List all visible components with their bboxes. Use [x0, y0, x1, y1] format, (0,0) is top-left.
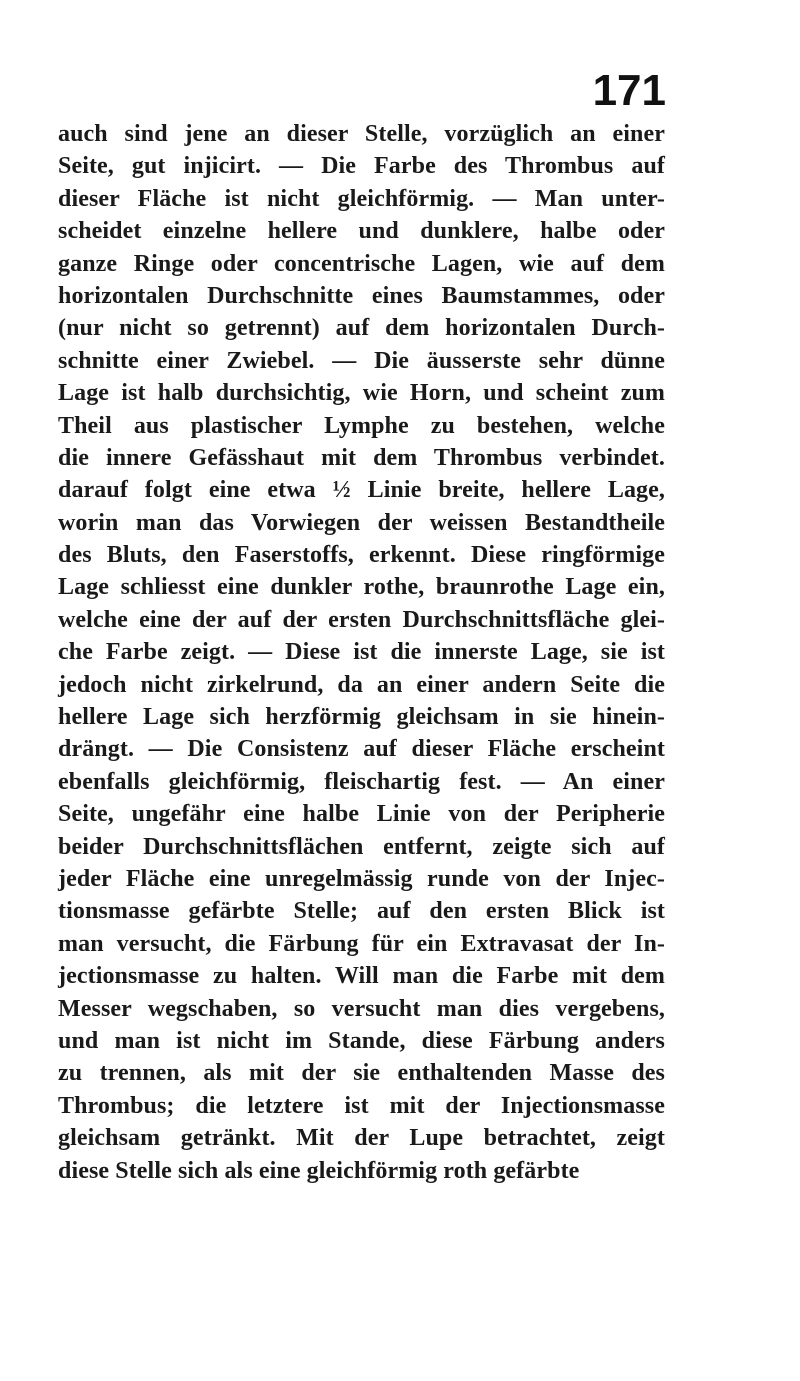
text-line: hellere Lage sich herzförmig gleichsam in sie hinein- — [58, 704, 665, 731]
text-line: ganze Ringe oder concentrische Lagen, wie auf dem — [58, 250, 665, 277]
text-line: man versucht, die Färbung für ein Extravasat der In- — [58, 930, 665, 957]
text-line: des Bluts, den Faserstoffs, erkennt. Diese ringförmige — [58, 542, 665, 569]
text-line: jedoch nicht zirkelrund, da an einer andern Seite die — [58, 671, 665, 698]
text-line: Theil aus plastischer Lymphe zu bestehen, welche — [58, 412, 665, 439]
page-number: 171 — [592, 66, 666, 115]
text-line: auch sind jene an dieser Stelle, vorzüglich an einer — [58, 121, 665, 147]
text-line: welche eine der auf der ersten Durchschnittsfläche glei- — [58, 606, 665, 633]
text-line: ebenfalls gleichförmig, fleischartig fest. — An einer — [58, 768, 665, 795]
text-line: Lage schliesst eine dunkler rothe, braunrothe Lage ein, — [58, 574, 665, 601]
text-line: die innere Gefässhaut mit dem Thrombus verbindet. — [58, 444, 665, 471]
text-line: che Farbe zeigt. — Diese ist die innerste Lage, sie ist — [58, 639, 665, 666]
text-line: Seite, gut injicirt. — Die Farbe des Thrombus auf — [58, 153, 665, 180]
text-line: jeder Fläche eine unregelmässig runde von der Injec- — [58, 865, 665, 892]
text-line: Seite, ungefähr eine halbe Linie von der Peripherie — [58, 801, 665, 828]
text-line: schnitte einer Zwiebel. — Die äusserste sehr dünne — [58, 347, 665, 374]
text-line: jectionsmasse zu halten. Will man die Farbe mit dem — [58, 963, 665, 990]
text-line: und man ist nicht im Stande, diese Färbung anders — [58, 1027, 665, 1054]
text-line: Thrombus; die letztere ist mit der Injectionsmasse — [58, 1092, 665, 1119]
body-text — [58, 118, 665, 1187]
text-line: worin man das Vorwiegen der weissen Bestandtheile — [58, 509, 665, 536]
text-line: darauf folgt eine etwa ½ Linie breite, hellere Lage, — [58, 477, 665, 504]
text-line: tionsmasse gefärbte Stelle; auf den ersten Blick ist — [58, 898, 665, 925]
text-line: (nur nicht so getrennt) auf dem horizontalen Durch- — [58, 315, 665, 342]
text-line: scheidet einzelne hellere und dunklere, halbe oder — [58, 218, 665, 245]
text-line: horizontalen Durchschnitte eines Baumstammes, oder — [58, 282, 665, 309]
text-line: gleichsam getränkt. Mit der Lupe betrachtet, zeigt — [58, 1125, 665, 1152]
text-line: dieser Fläche ist nicht gleichförmig. — Man unter- — [58, 185, 665, 212]
text-line: zu trennen, als mit der sie enthaltenden Masse des — [58, 1060, 665, 1087]
text-line: Messer wegschaben, so versucht man dies vergebens, — [58, 995, 665, 1022]
text-line: beider Durchschnittsflächen entfernt, zeigte sich auf — [58, 833, 665, 860]
text-line: Lage ist halb durchsichtig, wie Horn, und scheint zum — [58, 380, 665, 407]
text-line: diese Stelle sich als eine gleichförmig roth gefärbte — [58, 1157, 580, 1184]
text-line: drängt. — Die Consistenz auf dieser Fläche erscheint — [58, 736, 665, 763]
